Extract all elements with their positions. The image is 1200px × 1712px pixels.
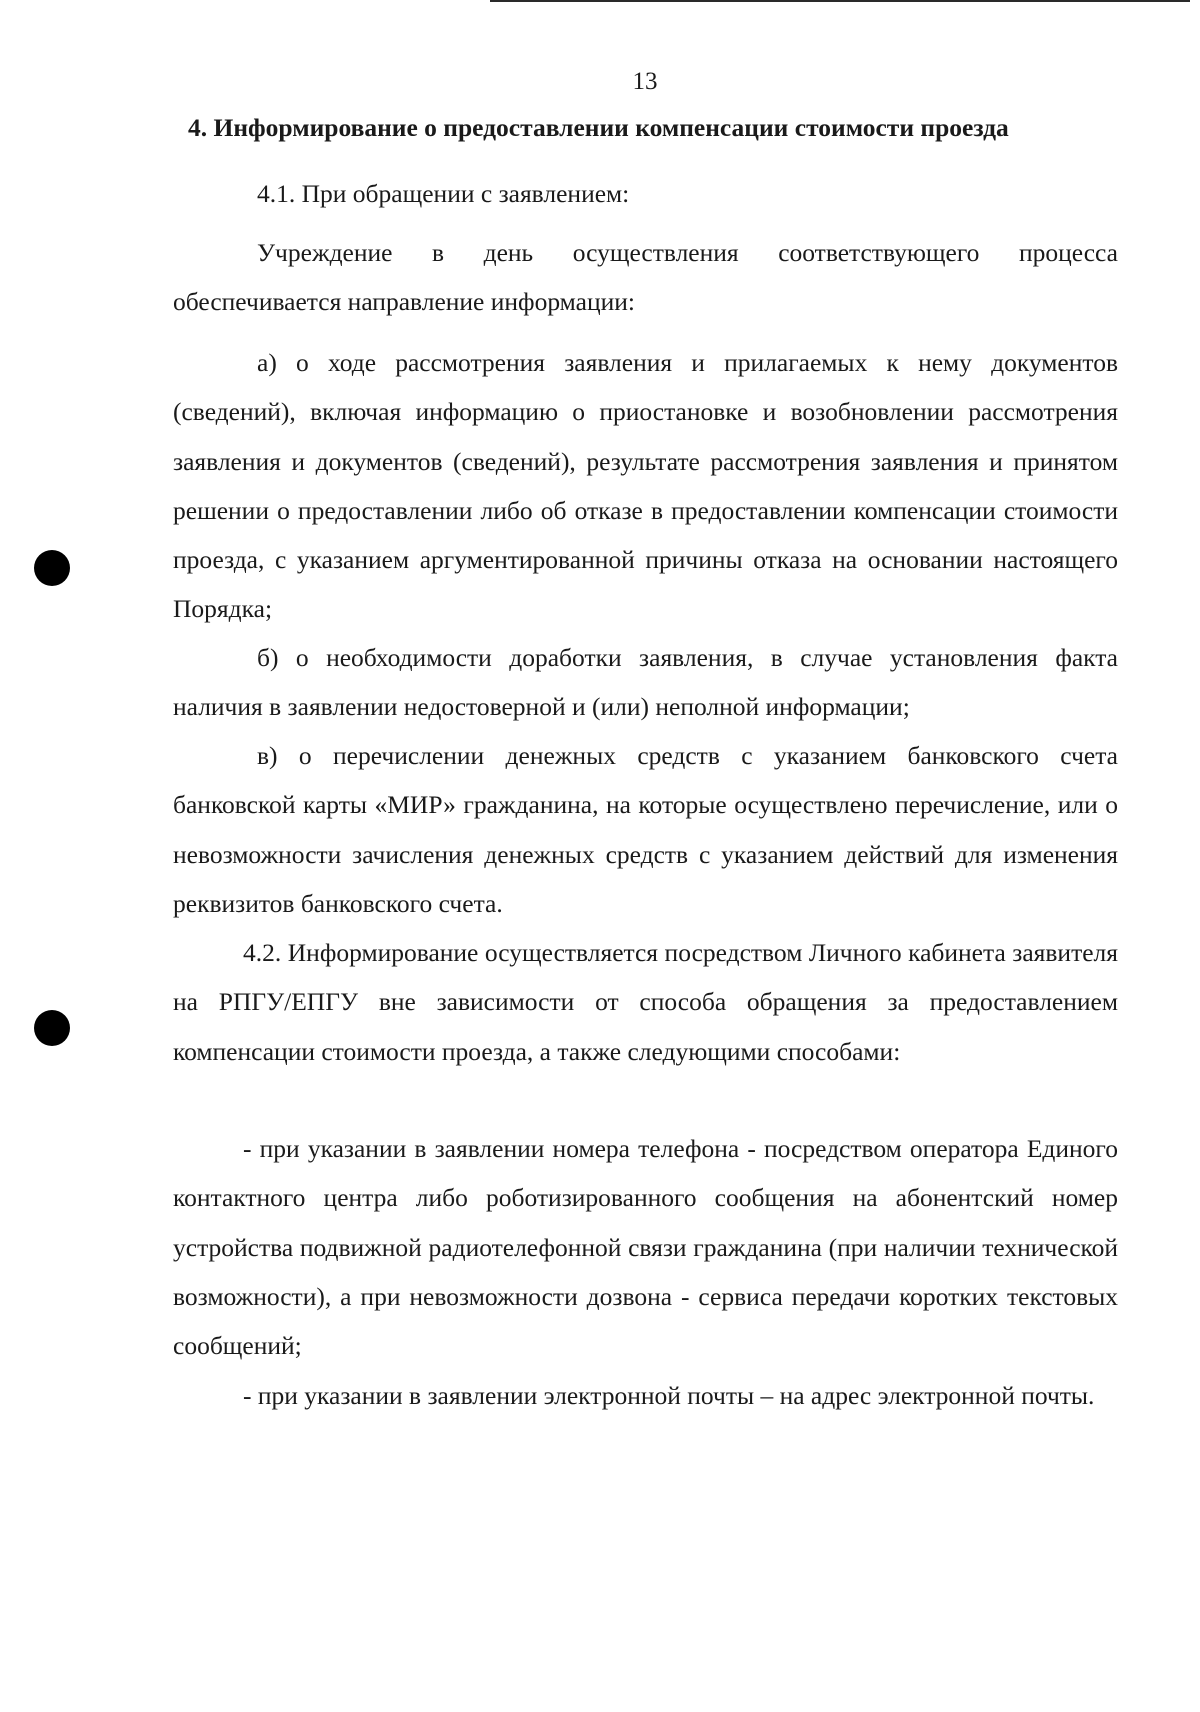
paragraph-email: - при указании в заявлении электронной почты – на адрес электронной почты. <box>243 1381 1095 1410</box>
paragraph-4-1: 4.1. При обращении с заявлением: <box>257 179 630 208</box>
paragraph-item-v: в) о перечислении денежных средств с указанием банковского счета банковской карты «МИР» гражданина, на которые осуществлено перечисление, или о невозможности зачисления денежных средств с указанием действий для изменения реквизитов банковского счета. <box>173 741 1118 918</box>
punch-hole-mark <box>34 1010 70 1046</box>
top-edge-line <box>490 0 1190 2</box>
paragraph-institution: Учреждение в день осуществления соответствующего процесса обеспечивается направление информации: <box>173 238 1118 317</box>
section-heading: 4. Информирование о предоставлении компенсации стоимости проезда <box>188 113 1009 142</box>
paragraph-phone: - при указании в заявлении номера телефона - посредством оператора Единого контактного центра либо роботизированного сообщения на абонентский номер устройства подвижной радиотелефонной связи гражданина (при наличии технической возможности), а при невозможности дозвона - сервиса передачи коротких текстовых сообщений; <box>173 1134 1118 1361</box>
punch-hole-mark <box>34 550 70 586</box>
page-number: 13 <box>632 68 658 95</box>
paragraph-item-b: б) о необходимости доработки заявления, в случае установления факта наличия в заявлении недостоверной и (или) неполной информации; <box>173 643 1118 722</box>
paragraph-item-a: а) о ходе рассмотрения заявления и прилагаемых к нему документов (сведений), включая информацию о приостановке и возобновлении рассмотрения заявления и документов (сведений), результате рассмотрения заявления и принятом решении о предоставлении либо об отказе в предоставлении компенсации стоимости проезда, с указанием аргументированной причины отказа на основании настоящего Порядка; <box>173 348 1118 624</box>
paragraph-4-2: 4.2. Информирование осуществляется посредством Личного кабинета заявителя на РПГУ/ЕПГУ вне зависимости от способа обращения за предоставлением компенсации стоимости проезда, а также следующими способами: <box>173 938 1118 1066</box>
